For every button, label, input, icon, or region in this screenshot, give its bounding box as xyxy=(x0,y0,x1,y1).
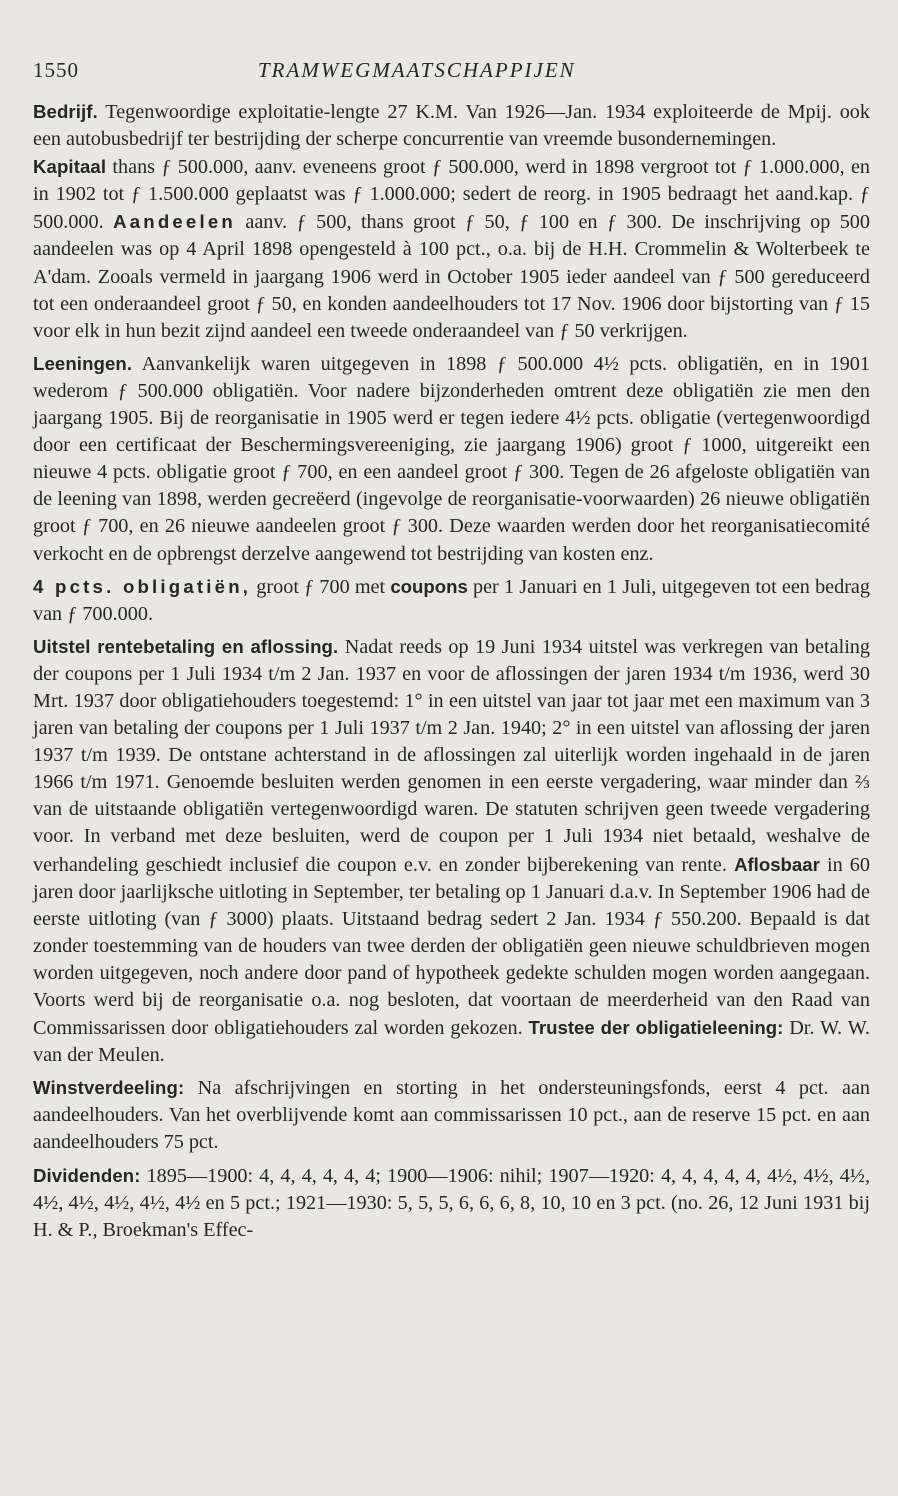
paragraph-text: Na afschrijvingen en storting in het ondersteuningsfonds, eerst 4 pct. aan aandeelhouders. Van het overblijvende komt aan commissarissen 10 pct., aan de reserve 15 pct. en aan aandeelhouders 75 pct. xyxy=(33,1077,870,1154)
paragraph-text: Tegenwoordige exploitatie-lengte 27 K.M. Van 1926—Jan. 1934 exploiteerde de Mpij. ook een autobusbedrijf ter bestrijding der scherpe concurrentie van vreemde busondernemingen. xyxy=(33,101,870,151)
paragraph-lead: Leeningen. xyxy=(33,352,133,374)
paragraph-text: aanv. ƒ 500, thans groot ƒ 50, ƒ 100 en ƒ 300. De inschrijving op 500 aandeelen was op 4 April 1898 opengesteld à 100 pct., o.a. bij de H.H. Crommelin & Wolterbeek te A'dam. Zooals vermeld in jaargang 1906 werd in October 1905 ieder aandeel van ƒ 500 gereduceerd tot een onderaandeel groot ƒ 50, en konden aandeelhouders tot 17 Nov. 1906 door bijstorting van ƒ 15 voor elk in hun bezit zijnd aandeel een tweede onderaandeel van ƒ 50 verkrijgen. xyxy=(33,211,870,342)
paragraph-text: thans ƒ 500.000, aanv. eveneens groot ƒ 500.000, werd in 1898 vergroot tot ƒ 1.000.000, en in 1902 tot ƒ 1.500.000 geplaatst was ƒ 1.000.000; sedert de reorg. in 1905 bedraagt het aand.kap. ƒ 500.000. xyxy=(33,156,870,234)
paragraph-kapitaal xyxy=(33,153,870,345)
page-number: 1550 xyxy=(33,58,79,82)
paragraph-text: Nadat reeds op 19 Juni 1934 uitstel was verkregen van betaling der coupons per 1 Juli 1934 t/m 2 Jan. 1937 en voor de aflossingen der jaren 1934 t/m 1936, werd 30 Mrt. 1937 door obligatiehouders toegestemd: 1° in een uitstel van jaar tot jaar met een maximum van 3 jaren van betaling der coupons per 1 Juli 1937 t/m 2 Jan. 1940; 2° in een uitstel van aflossing der jaren 1937 t/m 1939. De ontstane achterstand in de aflossingen zal uiterlijk worden ingehaald in de jaren 1966 t/m 1971. Genoemde besluiten werden genomen in een eerste vergadering, waar minder dan ⅔ van de uitstaande obligatiën vertegenwoordigd waren. De statuten schrijven geen tweede vergadering voor. In verband met deze besluiten, werd de coupon per 1 Juli 1934 niet betaald, weshalve de verhandeling geschiedt inclusief die coupon e.v. en zonder bijberekening van rente. xyxy=(33,635,870,876)
paragraph-lead: Uitstel rentebetaling en aflossing. xyxy=(33,635,339,657)
paragraph-text: 1895—1900: 4, 4, 4, 4, 4, 4; 1900—1906: nihil; 1907—1920: 4, 4, 4, 4, 4, 4½, 4½, 4½, 4½, 4½, 4½, 4½, 4½ en 5 pct.; 1921—1930: 5, 5, 5, 6, 6, 6, 8, 10, 10 en 3 pct. (no. 26, 12 Juni 1931 bij H. & P., Broekman's Effec- xyxy=(33,1164,870,1241)
paragraph-bedrijf xyxy=(33,98,870,153)
running-title: TRAMWEGMAATSCHAPPIJEN xyxy=(258,58,576,82)
paragraph-lead: Winstverdeeling: xyxy=(33,1077,185,1099)
paragraph-obligaties xyxy=(33,573,870,628)
paragraph-dividenden xyxy=(33,1162,870,1244)
inline-bold-coupons: coupons xyxy=(390,575,468,597)
paragraph-text: per 1 Januari en 1 Juli, uitgegeven tot een bedrag van ƒ 700.000. xyxy=(33,575,870,625)
paragraph-text: in 60 jaren door jaarlijksche uitloting in September, ter betaling op 1 Januari d.a.v. In September 1906 had de eerste uitloting (van ƒ 3000) plaats. Uitstaand bedrag sedert 2 Jan. 1934 ƒ 550.200. Bepaald is dat zonder toestemming van de houders van twee derden der obligatiën geen nieuwe schuldbrieven mogen worden uitgegeven, noch andere door pand of hypotheek gedekte schulden mogen worden aangegaan. Voorts werd bij de reorganisatie o.a. nog besloten, dat voortaan de meerderheid van den Raad van Commissarissen door obligatiehouders zal worden gekozen. xyxy=(33,853,870,1040)
spaced-heading-obligaties: 4 pcts. obligatiën, xyxy=(33,575,252,597)
paragraph-lead: Bedrijf. xyxy=(33,101,98,122)
running-header xyxy=(33,58,870,98)
spaced-heading-aandeelen: Aandeelen xyxy=(113,211,236,233)
paragraph-leeningen xyxy=(33,350,870,568)
paragraph-uitstel xyxy=(33,633,870,1070)
paragraph-text: Aanvankelijk waren uitgegeven in 1898 ƒ 500.000 4½ pcts. obligatiën, en in 1901 wederom ƒ 500.000 obligatiën. Voor nadere bijzonderheden omtrent deze obligatiën zie men den jaargang 1905. Bij de reorganisatie in 1905 werd er tegen iedere 4½ pcts. obligatie (vertegenwoordigd door een certificaat der Beschermingsvereeniging, zie jaargang 1906) groot ƒ 1000, uitgereikt een nieuwe 4 pcts. obligatie groot ƒ 700, en een aandeel groot ƒ 300. Tegen de 26 afgeloste obligatiën van de leening van 1898, werden gecreëerd (ingevolge de reorganisatie-voorwaarden) 26 nieuwe obligatiën groot ƒ 700, en 26 nieuwe aandeelen groot ƒ 300. Deze waarden werden door het reorganisatiecomité verkocht en de opbrengst derzelve aangewend tot bestrijding van kosten enz. xyxy=(33,352,870,565)
body-text xyxy=(33,98,870,1244)
inline-bold-aflosbaar: Aflosbaar xyxy=(734,853,820,875)
paragraph-winstverdeeling xyxy=(33,1074,870,1156)
paragraph-text: groot ƒ 700 met xyxy=(251,575,391,598)
inline-bold-trustee: Trustee der obligatieleening: xyxy=(528,1017,784,1039)
paragraph-lead: Dividenden: xyxy=(33,1164,141,1186)
paragraph-text: Dr. W. W. van der Meulen. xyxy=(33,1017,870,1067)
paragraph-lead: Kapitaal xyxy=(33,156,107,178)
